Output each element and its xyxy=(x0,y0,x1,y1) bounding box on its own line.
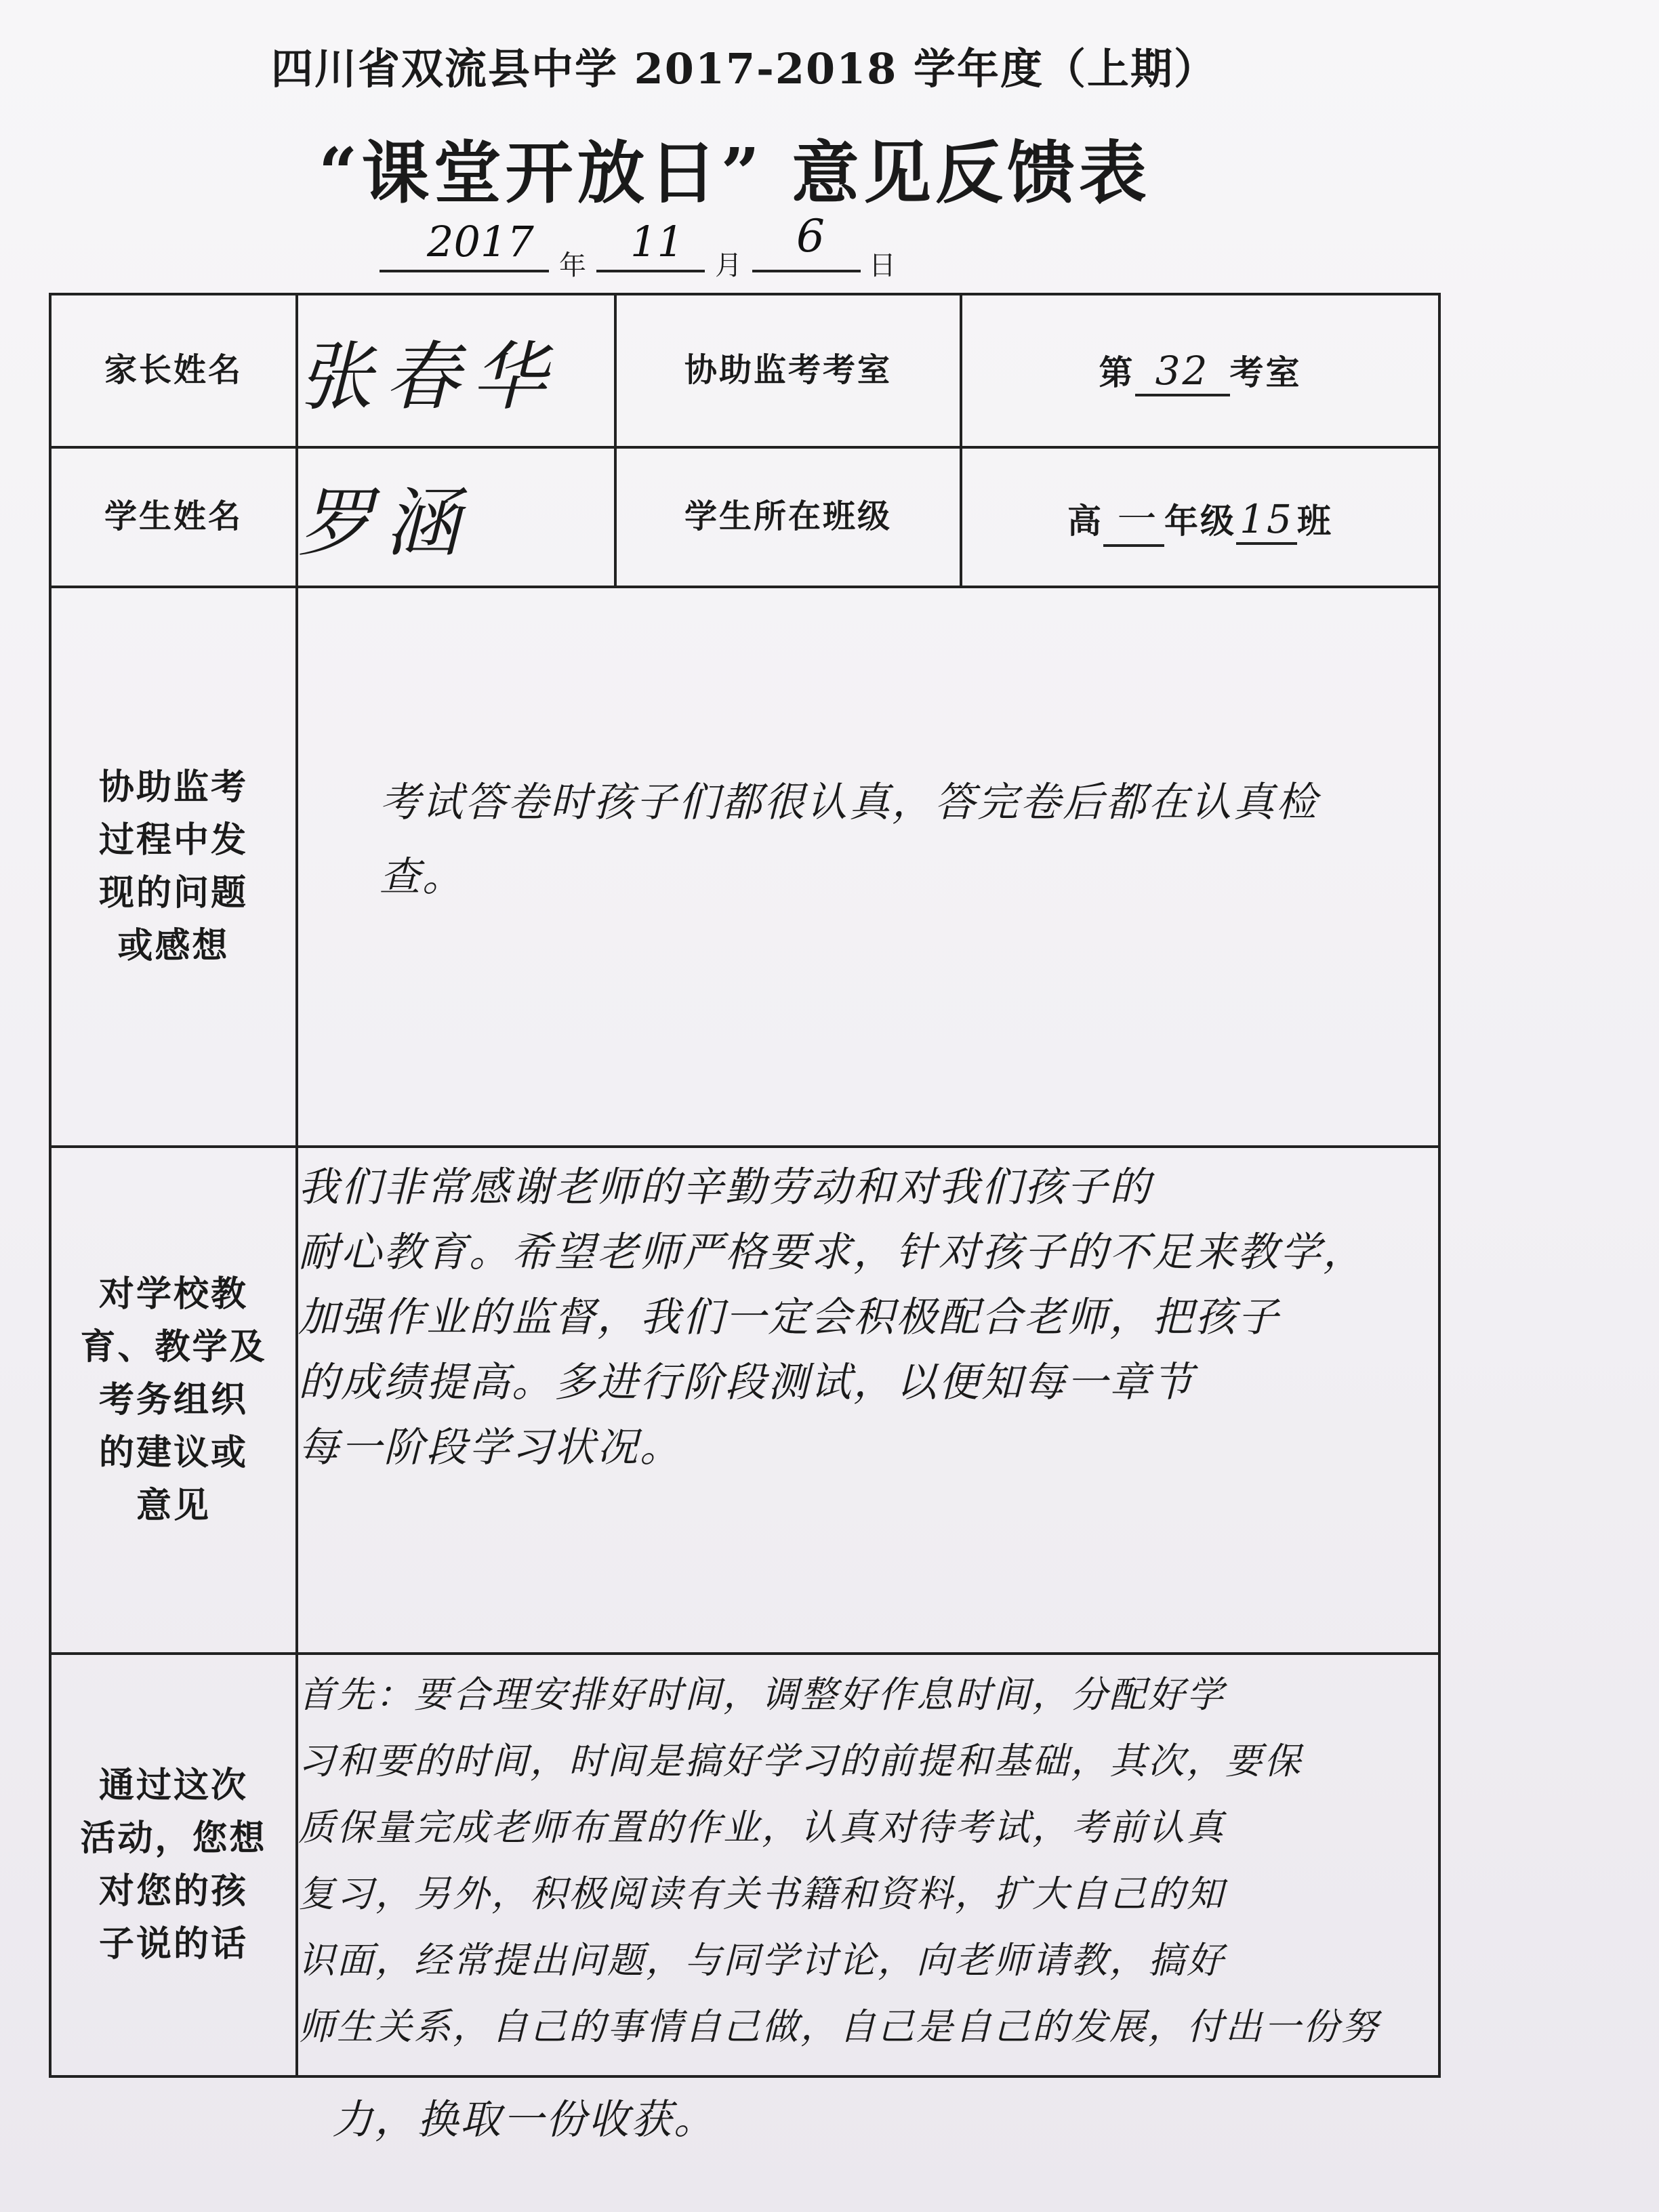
year-label: 年 xyxy=(559,250,586,281)
day-label: 日 xyxy=(869,250,896,281)
form-title: “课堂开放日” 意见反馈表 xyxy=(319,133,1151,213)
message-label: 通过这次 活动，您想 对您的孩 子说的话 xyxy=(50,1654,297,2076)
row-student xyxy=(50,447,1439,587)
feedback-form-table xyxy=(49,293,1441,2078)
student-name-label: 学生姓名 xyxy=(50,447,297,587)
row-parent xyxy=(50,294,1439,447)
date-month: 11 xyxy=(630,217,684,266)
exam-room-number: 32 xyxy=(1135,348,1230,396)
message-overflow-text: 力，换取一份收获。 xyxy=(332,2096,716,2144)
date-year: 2017 xyxy=(427,217,534,266)
suggestions-text: 我们非常感谢老师的辛勤劳动和对我们孩子的 耐心教育。希望老师严格要求，针对孩子的不足来教学， 加强作业的监督，我们一定会积极配合老师，把孩子 的成绩提高。多进行阶段测试，以便知每一章节 每一阶段学习状况。 xyxy=(297,1147,1439,1654)
observations-text: 考试答卷时孩子们都很认真，答完卷后都在认真检查。 xyxy=(297,587,1439,1147)
row-suggestions xyxy=(50,1147,1439,1654)
row-message-to-child xyxy=(50,1654,1439,2076)
date-day: 6 xyxy=(796,210,825,262)
school-header: 四川省双流县中学 2017-2018 学年度（上期） xyxy=(271,44,1218,94)
class-label: 学生所在班级 xyxy=(615,447,961,587)
grade-value: 一 xyxy=(1103,487,1164,547)
parent-name-signature: 张春华 xyxy=(297,294,615,447)
class-value: 高 一 年级15 班 xyxy=(961,447,1439,587)
student-name-signature: 罗涵 xyxy=(297,447,615,587)
observations-label: 协助监考 过程中发 现的问题 或感想 xyxy=(50,587,297,1147)
row-observations xyxy=(50,587,1439,1147)
exam-room-label: 协助监考考室 xyxy=(615,294,961,447)
suggestions-label: 对学校教 育、教学及 考务组织 的建议或 意见 xyxy=(50,1147,297,1654)
message-text: 首先：要合理安排好时间，调整好作息时间，分配好学 习和要的时间，时间是搞好学习的前提和基础，其次，要保 质保量完成老师布置的作业，认真对待考试，考前认真 复习，另外，积极阅读有关书籍和资料，扩大自己的知 识面，经常提出问题，与同学讨论，向老师请教，搞好 师生关系，自己的事情自己做，自己是自己的发展，付出一份努 xyxy=(297,1654,1439,2076)
date-line xyxy=(380,210,989,281)
parent-name-label: 家长姓名 xyxy=(50,294,297,447)
class-number: 15 xyxy=(1236,496,1297,545)
month-label: 月 xyxy=(715,250,742,281)
exam-room-value: 第 32 考室 xyxy=(961,294,1439,447)
